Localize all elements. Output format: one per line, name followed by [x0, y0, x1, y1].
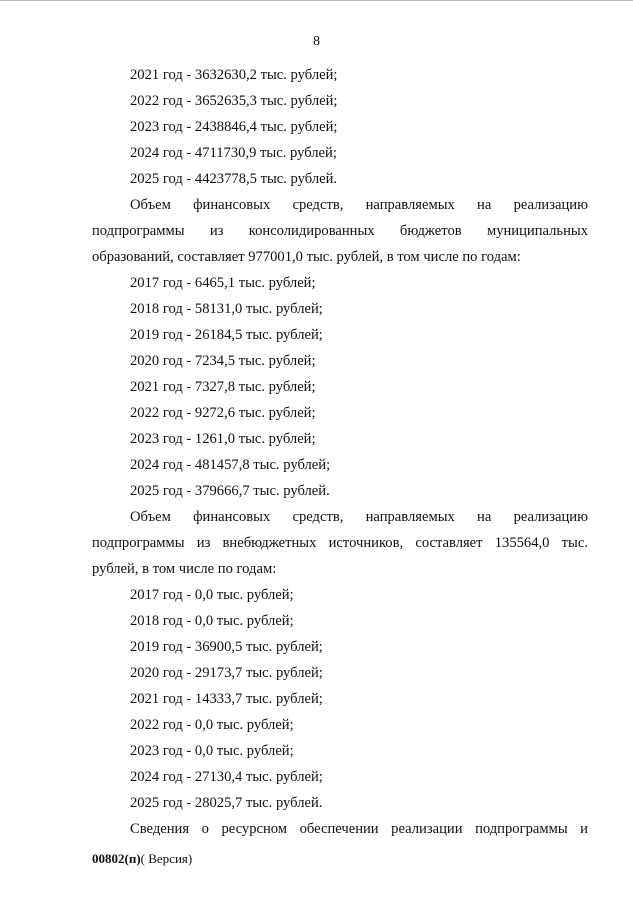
document-version: ( Версия)	[140, 851, 193, 866]
list-item: 2019 год - 36900,5 тыс. рублей;	[130, 639, 323, 655]
paragraph-line: подпрограммы из консолидированных бюджетов муниципальных	[92, 223, 588, 239]
list-item: 2019 год - 26184,5 тыс. рублей;	[130, 327, 323, 343]
paragraph-line: образований, составляет 977001,0 тыс. рублей, в том числе по годам:	[92, 249, 521, 265]
list-item: 2021 год - 7327,8 тыс. рублей;	[130, 379, 316, 395]
paragraph-line: Объем финансовых средств, направляемых на реализацию	[130, 197, 588, 213]
list-item: 2018 год - 0,0 тыс. рублей;	[130, 613, 294, 629]
paragraph-line: Сведения о ресурсном обеспечении реализации подпрограммы и	[130, 821, 588, 837]
list-item: 2017 год - 6465,1 тыс. рублей;	[130, 275, 316, 291]
list-item: 2017 год - 0,0 тыс. рублей;	[130, 587, 294, 603]
list-item: 2024 год - 27130,4 тыс. рублей;	[130, 769, 323, 785]
list-item: 2024 год - 4711730,9 тыс. рублей;	[130, 145, 337, 161]
list-item: 2022 год - 3652635,3 тыс. рублей;	[130, 93, 338, 109]
list-item: 2020 год - 7234,5 тыс. рублей;	[130, 353, 316, 369]
top-edge-rule	[0, 0, 633, 5]
list-item: 2025 год - 4423778,5 тыс. рублей.	[130, 171, 338, 187]
list-item: 2022 год - 0,0 тыс. рублей;	[130, 717, 294, 733]
list-item: 2021 год - 14333,7 тыс. рублей;	[130, 691, 323, 707]
list-item: 2022 год - 9272,6 тыс. рублей;	[130, 405, 316, 421]
list-item: 2025 год - 379666,7 тыс. рублей.	[130, 483, 330, 499]
list-item: 2021 год - 3632630,2 тыс. рублей;	[130, 67, 338, 83]
paragraph-line: Объем финансовых средств, направляемых на реализацию	[130, 509, 588, 525]
list-item: 2025 год - 28025,7 тыс. рублей.	[130, 795, 323, 811]
list-item: 2023 год - 2438846,4 тыс. рублей;	[130, 119, 338, 135]
list-item: 2018 год - 58131,0 тыс. рублей;	[130, 301, 323, 317]
list-item: 2023 год - 0,0 тыс. рублей;	[130, 743, 294, 759]
page-number: 8	[313, 34, 320, 49]
document-code: 00802(п)	[92, 851, 141, 866]
list-item: 2023 год - 1261,0 тыс. рублей;	[130, 431, 316, 447]
paragraph-line: рублей, в том числе по годам:	[92, 561, 277, 577]
paragraph-line: подпрограммы из внебюджетных источников, составляет 135564,0 тыс.	[92, 535, 588, 551]
document-footer	[92, 851, 192, 867]
list-item: 2020 год - 29173,7 тыс. рублей;	[130, 665, 323, 681]
list-item: 2024 год - 481457,8 тыс. рублей;	[130, 457, 331, 473]
